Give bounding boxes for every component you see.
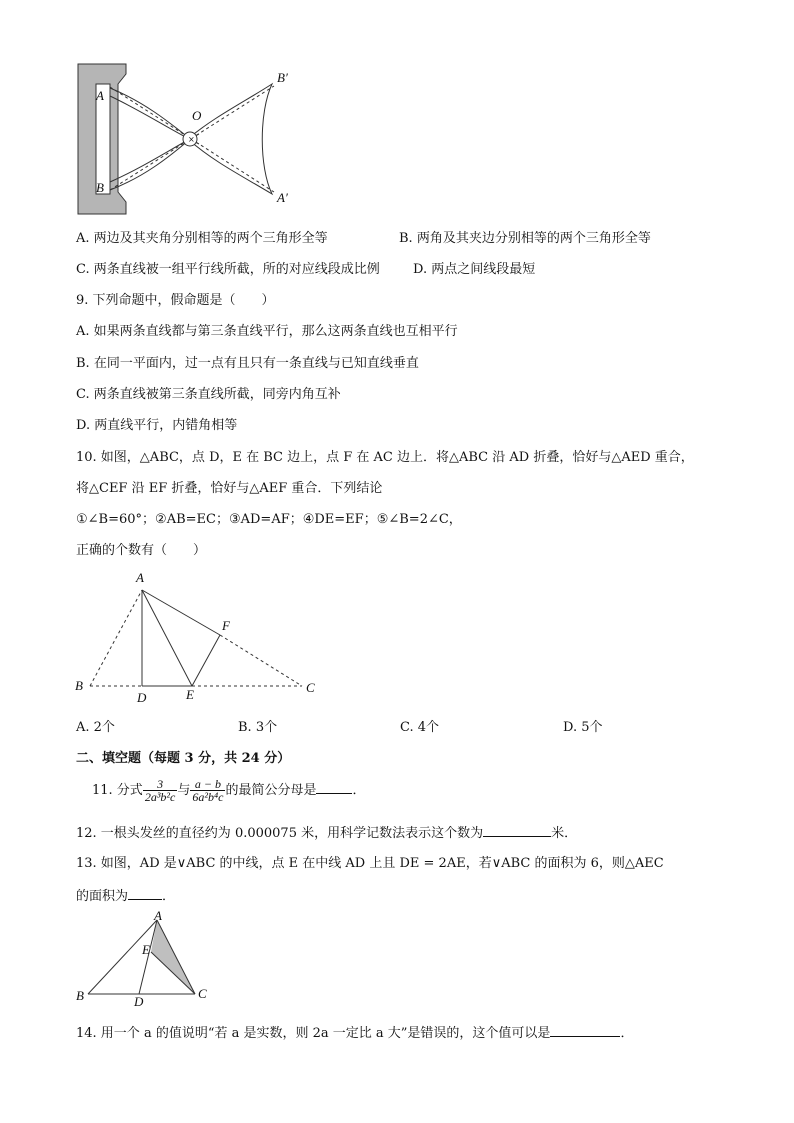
- q10-option-d: D. 5个: [563, 720, 603, 735]
- q11-mid: 与: [177, 783, 191, 798]
- q14-end: ．: [620, 1026, 634, 1041]
- q11-fraction-1: [143, 778, 178, 803]
- q8-option-c: C. 两条直线被一组平行线所截，所的对应线段成比例: [76, 262, 380, 277]
- q10-line2: 将△CEF 沿 EF 折叠，恰好与△AEF 重合．下列结论: [76, 481, 383, 496]
- q8-option-a: A. 两边及其夹角分别相等的两个三角形全等: [76, 231, 328, 246]
- q14-answer-blank[interactable]: [550, 1024, 620, 1037]
- q12-answer-blank[interactable]: [483, 824, 551, 837]
- q10-fig-label-d: D: [137, 690, 147, 705]
- q13-line2: 的面积为: [76, 889, 129, 904]
- figure-q13-triangle: [72, 908, 222, 1010]
- q13-fig-label-c: C: [198, 986, 207, 1001]
- q11-prefix: 11. 分式: [92, 783, 143, 798]
- section-2-title: 二、填空题（每题 3 分，共 24 分）: [76, 751, 291, 766]
- fig1-label-b-prime: B′: [277, 70, 288, 85]
- fig1-label-a-prime: A′: [277, 190, 288, 205]
- q13-line2-wrap: [76, 887, 175, 905]
- q8-option-d: D. 两点之间线段最短: [413, 262, 536, 277]
- q11: [92, 776, 366, 806]
- q9-stem: 9. 下列命题中，假命题是（ ）: [76, 293, 275, 308]
- q11-suffix: 的最简公分母是: [225, 783, 317, 798]
- q10-fig-label-e: E: [186, 687, 194, 702]
- q13-end: ．: [162, 889, 176, 904]
- q11-f2-numerator: a − b: [194, 777, 221, 791]
- q9-option-d: D. 两直线平行，内错角相等: [76, 418, 238, 433]
- q9-option-c: C. 两条直线被第三条直线所截，同旁内角互补: [76, 387, 341, 402]
- fig1-label-b: B: [96, 180, 104, 195]
- q14-text: 14. 用一个 a 的值说明“若 a 是实数，则 2a 一定比 a 大”是错误的，这个值可以是: [76, 1026, 551, 1041]
- q13-answer-blank[interactable]: [128, 887, 162, 900]
- q10-option-c: C. 4个: [400, 720, 440, 735]
- q10-fig-label-c: C: [306, 680, 315, 695]
- q13-fig-label-a: A: [154, 908, 162, 923]
- q10-line4: 正确的个数有（ ）: [76, 543, 207, 558]
- q14: [76, 1024, 633, 1042]
- svg-text:×: ×: [188, 135, 195, 144]
- figure-q10-triangle: [70, 568, 330, 708]
- q10-option-b: B. 3个: [238, 720, 278, 735]
- q11-f1-numerator: 3: [157, 777, 164, 791]
- q9-option-b: B. 在同一平面内，过一点有且只有一条直线与已知直线垂直: [76, 356, 419, 371]
- q12-text: 12. 一根头发丝的直径约为 0.000075 米，用科学记数法表示这个数为: [76, 826, 484, 841]
- q10-fig-label-f: F: [222, 618, 230, 633]
- q9-option-a: A. 如果两条直线都与第三条直线平行，那么这两条直线也互相平行: [76, 324, 458, 339]
- fig1-label-a: A: [96, 88, 104, 103]
- q10-fig-label-b: B: [75, 678, 83, 693]
- q13-fig-label-e: E: [142, 942, 150, 957]
- q10-fig-label-a: A: [136, 570, 144, 585]
- fig1-label-o: O: [192, 108, 202, 123]
- q13-line1: 13. 如图，AD 是∨ABC 的中线，点 E 在中线 AD 上且 DE = 2AE，若∨ABC 的面积为 6，则△AEC: [76, 856, 664, 871]
- q10-option-a: A. 2个: [76, 720, 115, 735]
- q12: [76, 824, 577, 842]
- q8-option-b: B. 两角及其夹边分别相等的两个三角形全等: [399, 231, 651, 246]
- q10-line3: ①∠B=60°；②AB=EC；③AD=AF；④DE=EF；⑤∠B=2∠C，: [76, 512, 462, 527]
- q10-line1: 10. 如图，△ABC，点 D，E 在 BC 边上，点 F 在 AC 边上．将△ABC 沿 AD 折叠，恰好与△AED 重合，: [76, 450, 694, 465]
- q12-end: 米．: [551, 826, 578, 841]
- q13-fig-label-d: D: [134, 994, 144, 1009]
- figure-caliper: [74, 62, 304, 222]
- q13-fig-label-b: B: [76, 988, 84, 1003]
- q11-fraction-2: [190, 778, 225, 803]
- q11-answer-blank[interactable]: [316, 781, 352, 794]
- q11-f1-denominator: 2a³b²c: [144, 790, 176, 804]
- q11-f2-denominator: 6a²b⁴c: [192, 790, 224, 804]
- q11-end: ．: [352, 783, 366, 798]
